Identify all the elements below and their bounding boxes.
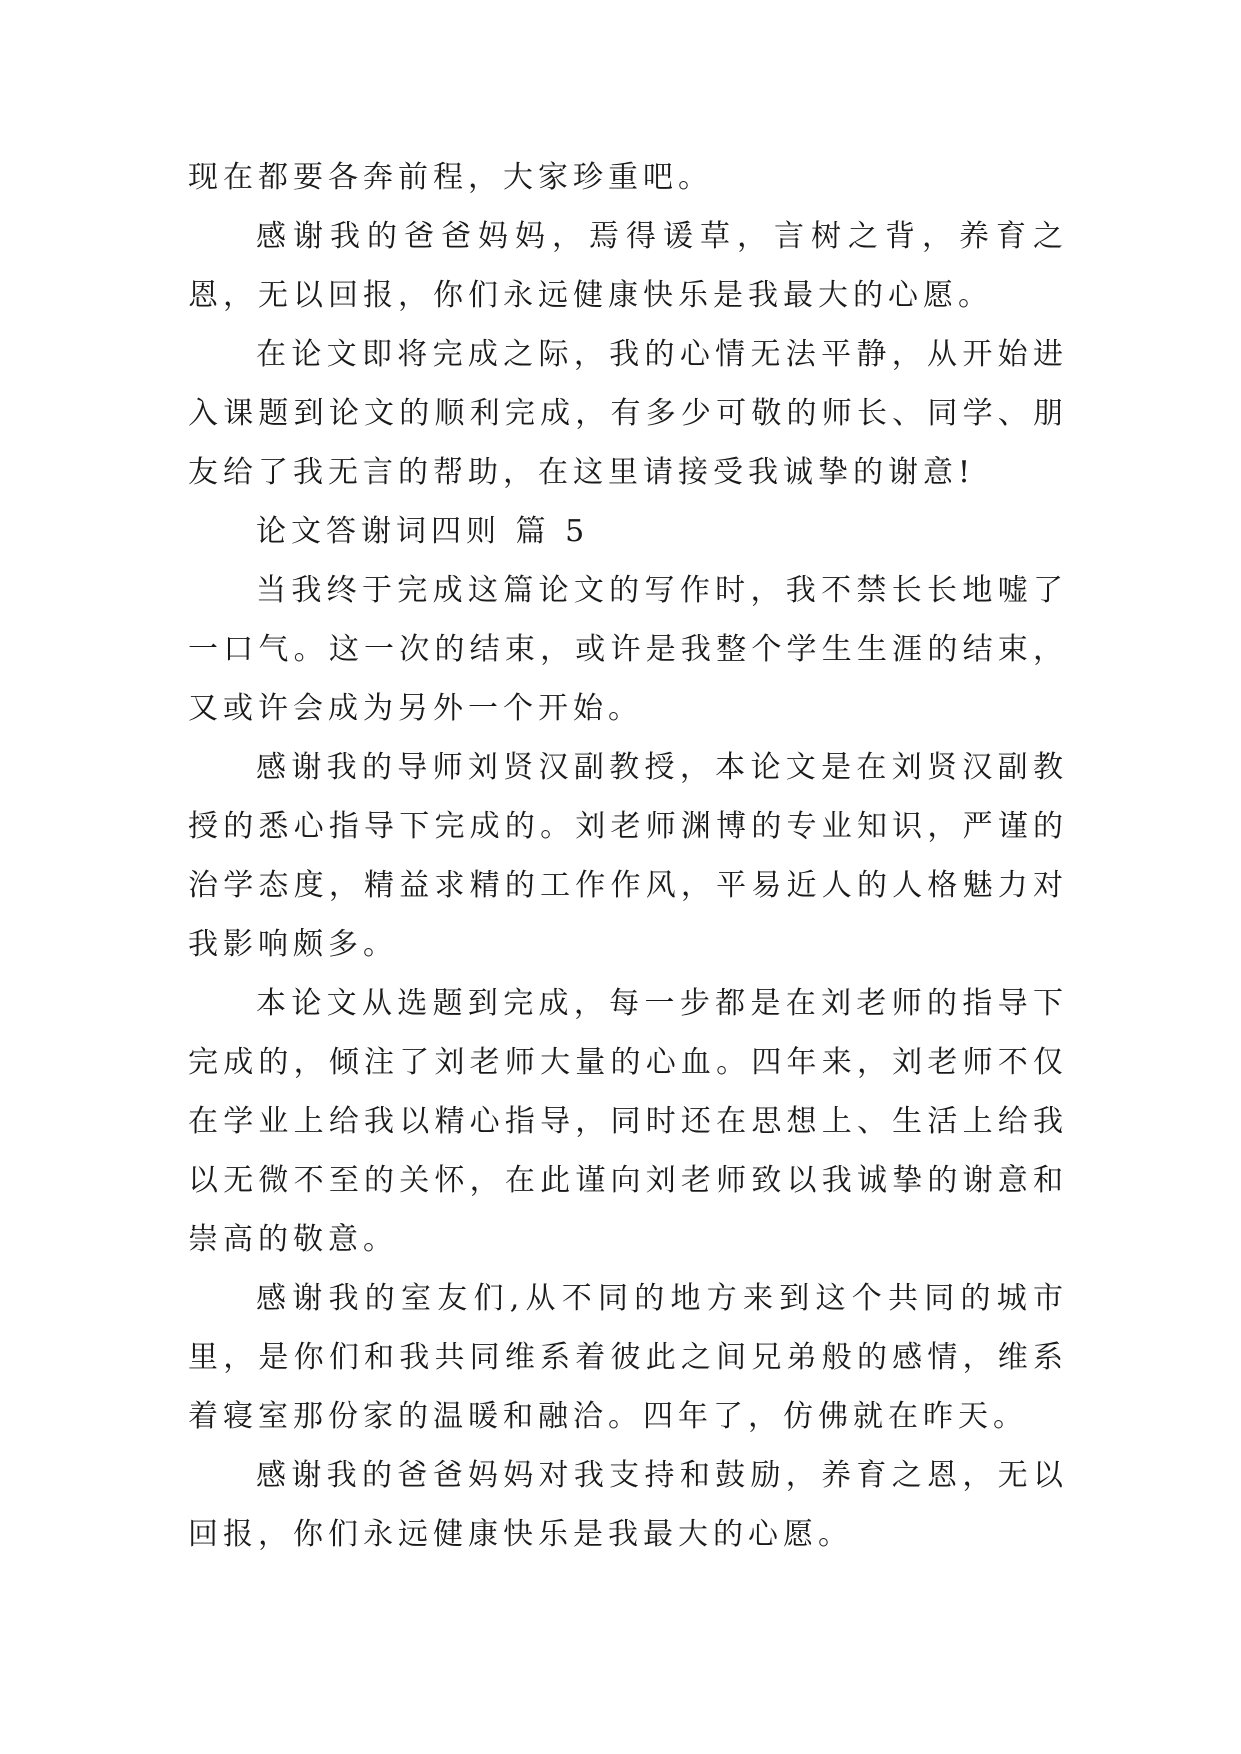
paragraph: 感谢我的室友们,从不同的地方来到这个共同的城市里，是你们和我共同维系着彼此之间兄弟般的感情，维系着寝室那份家的温暖和融洽。四年了，仿佛就在昨天。 [188,1281,1068,1434]
paragraph: 在论文即将完成之际，我的心情无法平静，从开始进入课题到论文的顺利完成，有多少可敬的师长、同学、朋友给了我无言的帮助，在这里请接受我诚挚的谢意! [188,337,1068,490]
paragraph: 感谢我的爸爸妈妈对我支持和鼓励，养育之恩，无以回报，你们永远健康快乐是我最大的心愿。 [188,1458,1068,1552]
paragraph: 当我终于完成这篇论文的写作时，我不禁长长地嘘了一口气。这一次的结束，或许是我整个学生生涯的结束，又或许会成为另外一个开始。 [188,573,1068,726]
document-body [188,148,1068,1564]
paragraph: 感谢我的爸爸妈妈，焉得谖草，言树之背，养育之恩，无以回报，你们永远健康快乐是我最大的心愿。 [188,219,1068,313]
section-heading: 论文答谢词四则 篇 5 [256,514,590,549]
paragraph: 本论文从选题到完成，每一步都是在刘老师的指导下完成的，倾注了刘老师大量的心血。四年来，刘老师不仅在学业上给我以精心指导，同时还在思想上、生活上给我以无微不至的关怀，在此谨向刘老师致以我诚挚的谢意和崇高的敬意。 [188,986,1068,1257]
paragraph: 现在都要各奔前程，大家珍重吧。 [188,160,713,195]
paragraph: 感谢我的导师刘贤汉副教授，本论文是在刘贤汉副教授的悉心指导下完成的。刘老师渊博的专业知识，严谨的治学态度，精益求精的工作作风，平易近人的人格魅力对我影响颇多。 [188,750,1068,962]
